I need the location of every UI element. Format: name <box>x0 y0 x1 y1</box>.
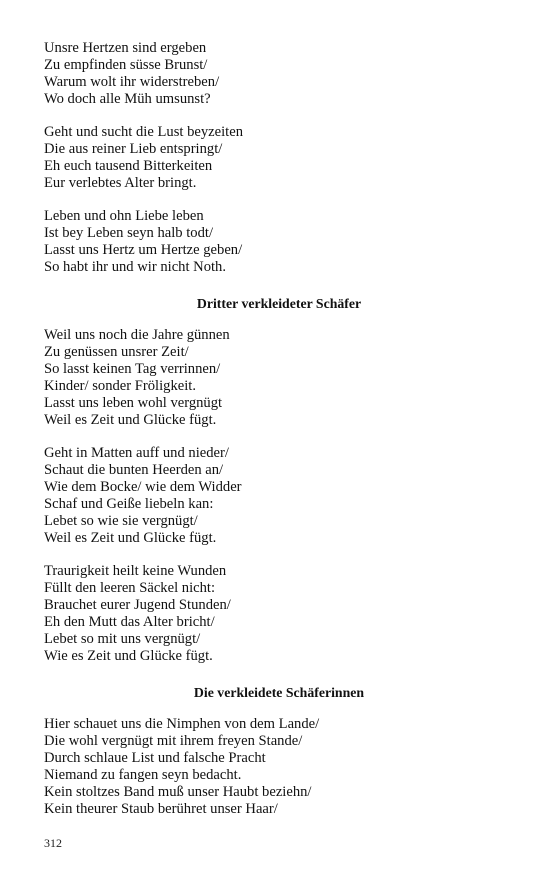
verse-line: Unsre Hertzen sind ergeben <box>44 40 207 56</box>
verse-line: Schaf und Geiße liebeln kan: <box>44 496 214 512</box>
verse-line: Zu empfinden süsse Brunst/ <box>44 57 208 73</box>
verse-line: Schaut die bunten Heerden an/ <box>44 462 224 478</box>
stanza <box>44 327 514 429</box>
verse-line: Kein stoltzes Band muß unser Haubt beziehn/ <box>44 784 312 800</box>
verse-line: Weil es Zeit und Glücke fügt. <box>44 412 217 428</box>
verse-line: Füllt den leeren Säckel nicht: <box>44 580 216 596</box>
verse-line: So lasst keinen Tag verrinnen/ <box>44 361 221 377</box>
poem-page <box>44 40 514 834</box>
verse-line: Traurigkeit heilt keine Wunden <box>44 563 227 579</box>
verse-line: Die wohl vergnügt mit ihrem freyen Stande/ <box>44 733 303 749</box>
verse-line: Brauchet eurer Jugend Stunden/ <box>44 597 231 613</box>
stanza <box>44 716 514 818</box>
verse-line: Ist bey Leben seyn halb todt/ <box>44 225 214 241</box>
verse-line: Geht und sucht die Lust beyzeiten <box>44 124 243 140</box>
poem-section-1 <box>44 40 514 276</box>
verse-line: Lasst uns Hertz um Hertze geben/ <box>44 242 243 258</box>
stanza <box>44 563 514 665</box>
verse-line: Durch schlaue List und falsche Pracht <box>44 750 266 766</box>
verse-line: Die aus reiner Lieb entspringt/ <box>44 141 223 157</box>
verse-line: Lebet so wie sie vergnügt/ <box>44 513 198 529</box>
page-number: 312 <box>44 836 62 850</box>
verse-line: Eh euch tausend Bitterkeiten <box>44 158 213 174</box>
verse-line: Kein theurer Staub berühret unser Haar/ <box>44 801 278 817</box>
verse-line: Wie dem Bocke/ wie dem Widder <box>44 479 242 495</box>
stanza <box>44 40 514 108</box>
verse-line: Wo doch alle Müh umsunst? <box>44 91 211 107</box>
verse-line: Leben und ohn Liebe leben <box>44 208 204 224</box>
verse-line: Niemand zu fangen seyn bedacht. <box>44 767 242 783</box>
verse-line: Hier schauet uns die Nimphen von dem Lande/ <box>44 716 320 732</box>
verse-line: Lebet so mit uns vergnügt/ <box>44 631 201 647</box>
verse-line: Lasst uns leben wohl vergnügt <box>44 395 223 411</box>
section-heading: Die verkleidete Schäferinnen <box>193 685 365 700</box>
stanza <box>44 445 514 547</box>
section-heading: Dritter verkleideter Schäfer <box>196 296 362 311</box>
poem-section-2 <box>44 295 514 665</box>
verse-line: Wie es Zeit und Glücke fügt. <box>44 648 213 664</box>
verse-line: Eh den Mutt das Alter bricht/ <box>44 614 215 630</box>
verse-line: Geht in Matten auff und nieder/ <box>44 445 229 461</box>
stanza <box>44 208 514 276</box>
verse-line: Eur verlebtes Alter bringt. <box>44 175 197 191</box>
verse-line: Weil es Zeit und Glücke fügt. <box>44 530 217 546</box>
poem-section-3 <box>44 684 514 818</box>
verse-line: Weil uns noch die Jahre günnen <box>44 327 230 343</box>
stanza <box>44 124 514 192</box>
verse-line: Warum wolt ihr widerstreben/ <box>44 74 220 90</box>
verse-line: So habt ihr und wir nicht Noth. <box>44 259 227 275</box>
verse-line: Zu genüssen unsrer Zeit/ <box>44 344 189 360</box>
verse-line: Kinder/ sonder Fröligkeit. <box>44 378 196 394</box>
